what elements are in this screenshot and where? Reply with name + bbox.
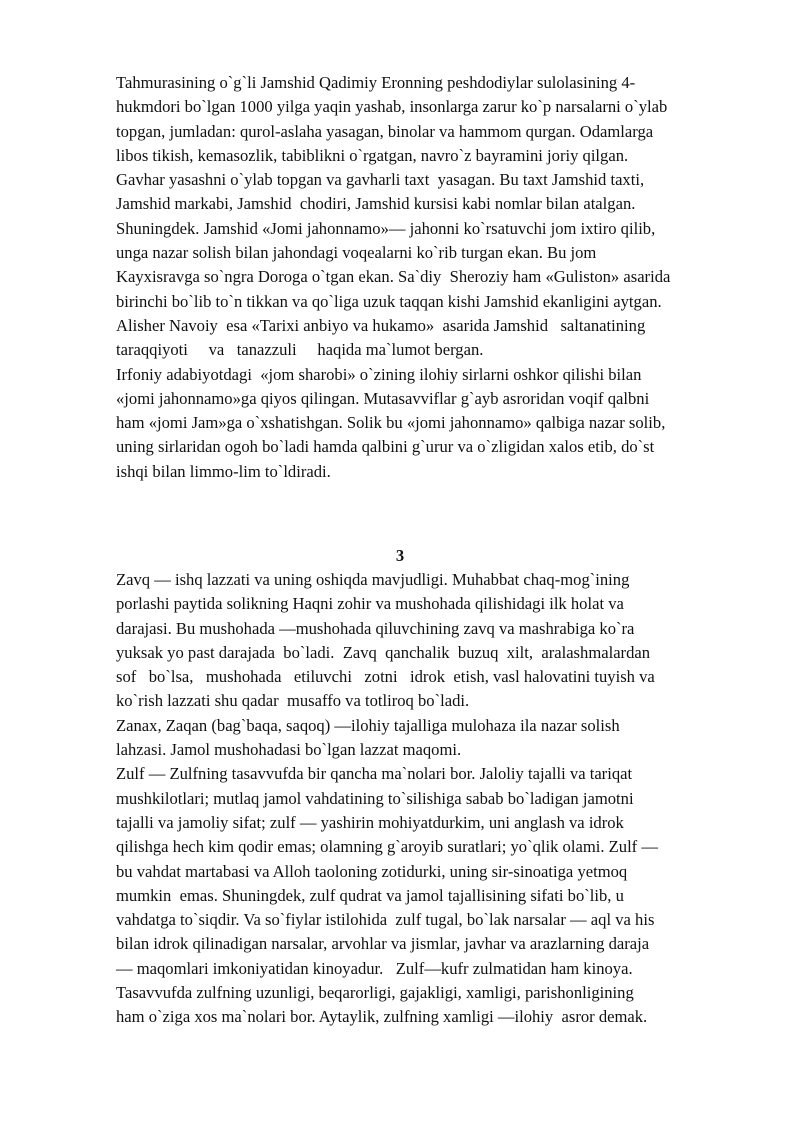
- text-line: «jomi jahonnamo»ga qiyos qilingan. Mutasavviflar g`ayb asroridan voqif qalbni: [116, 388, 650, 408]
- text-line: vahdatga to`siqdir. Va so`fiylar istilohida zulf tugal, bo`lak narsalar — aql va his: [116, 910, 655, 930]
- text-line: ham o`ziga xos ma`nolari bor. Aytaylik, zulfning xamligi —ilohiy asror demak.: [116, 1007, 648, 1027]
- text-line: qilishga hech kim qodir emas; olamning g`aroyib suratlari; yo`qlik olami. Zulf —: [116, 837, 658, 857]
- text-line: Irfoniy adabiyotdagi «jom sharobi» o`zining ilohiy sirlarni oshkor qilishi bilan: [116, 364, 642, 384]
- text-line: Tahmurasining o`g`li Jamshid Qadimiy Eronning peshdodiylar sulolasining 4-: [116, 73, 636, 92]
- text-line: porlashi paytida solikning Haqni zohir va mushohada qilishidagi ilk holat va: [116, 594, 624, 614]
- text-line: mumkin emas. Shuningdek, zulf qudrat va jamol tajallisining sifati bo`lib, u: [116, 885, 624, 905]
- text-line: bilan idrok qilinadigan narsalar, arvohlar va jismlar, javhar va arazlarning daraja: [116, 934, 650, 954]
- text-line: Zavq — ishq lazzati va uning oshiqda mavjudligi. Muhabbat chaq-mog`ining: [116, 570, 630, 589]
- text-line: Alisher Navoiy esa «Tarixi anbiyo va hukamo» asarida Jamshid saltanatining: [116, 315, 646, 335]
- text-line: yuksak yo past darajada bo`ladi. Zavq qanchalik buzuq xilt, aralashmalardan: [116, 642, 651, 662]
- text-line: bu vahdat martabasi va Alloh taoloning zotidurki, uning sir-sinoatiga yetmoq: [116, 861, 628, 881]
- text-line: Jamshid markabi, Jamshid chodiri, Jamshid kursisi kabi nomlar bilan atalgan.: [116, 194, 636, 214]
- text-line: Shuningdek. Jamshid «Jomi jahonnamo»— jahonni ko`rsatuvchi jom ixtiro qilib,: [116, 218, 656, 238]
- text-line: uning sirlaridan ogoh bo`ladi hamda qalbini g`urur va o`zligidan xalos etib, do`st: [116, 437, 655, 457]
- text-line: birinchi bo`lib to`n tikkan va qo`liga uzuk taqqan kishi Jamshid ekanligini aytgan.: [116, 291, 662, 311]
- text-line: tajalli va jamoliy sifat; zulf — yashirin mohiyatdurkim, uni anglash va idrok: [116, 812, 624, 832]
- text-line: darajasi. Bu mushohada —mushohada qiluvchining zavq va mashrabiga ko`ra: [116, 618, 635, 638]
- text-line: Kayxisravga so`ngra Doroga o`tgan ekan. Sa`diy Sheroziy ham «Guliston» asarida: [116, 267, 671, 287]
- text-line: Zanax, Zaqan (bag`baqa, saqoq) —ilohiy tajalliga mulohaza ila nazar solish: [116, 715, 620, 735]
- text-line: lahzasi. Jamol mushohadasi bo`lgan lazzat maqomi.: [116, 740, 462, 760]
- text-line: Gavhar yasashni o`ylab topgan va gavharli taxt yasagan. Bu taxt Jamshid taxti,: [116, 170, 645, 190]
- text-line: — maqomlari imkoniyatidan kinoyadur. Zulf—kufr zulmatidan ham kinoya.: [116, 958, 633, 978]
- text-line: sof bo`lsa, mushohada etiluvchi zotni idrok etish, vasl halovatini tuyish va: [116, 667, 655, 687]
- text-line: ham «jomi Jam»ga o`xshatishgan. Solik bu «jomi jahonnamo» qalbiga nazar solib,: [116, 413, 666, 433]
- text-line: ko`rish lazzati shu qadar musaffo va totliroq bo`ladi.: [116, 691, 470, 711]
- text-line: Tasavvufda zulfning uzunligi, beqarorligi, gajakligi, xamligi, parishonligining: [116, 983, 634, 1003]
- paragraph-glossary: [116, 568, 746, 1030]
- text-line: topgan, jumladan: qurol-aslaha yasagan, binolar va hammom qurgan. Odamlarga: [116, 121, 654, 141]
- text-line: libos tikish, kemasozlik, tabiblikni o`rgatgan, navro`z bayramini joriy qilgan.: [116, 145, 629, 165]
- text-line: ishqi bilan limmo-lim to`ldiradi.: [116, 461, 331, 481]
- paragraph-jamshid: [116, 71, 746, 484]
- text-line: unga nazar solish bilan jahondagi voqealarni ko`rib turgan ekan. Bu jom: [116, 243, 597, 263]
- text-line: hukmdori bo`lgan 1000 yilga yaqin yashab, insonlarga zarur ko`p narsalarni o`ylab: [116, 97, 668, 117]
- page-number: 3: [395, 546, 405, 565]
- text-line: taraqqiyoti va tanazzuli haqida ma`lumot bergan.: [116, 340, 484, 360]
- text-line: Zulf — Zulfning tasavvufda bir qancha ma`nolari bor. Jaloliy tajalli va tariqat: [116, 764, 633, 784]
- text-line: mushkilotlari; mutlaq jamol vahdatining to`silishiga sabab bo`ladigan jamotni: [116, 788, 634, 808]
